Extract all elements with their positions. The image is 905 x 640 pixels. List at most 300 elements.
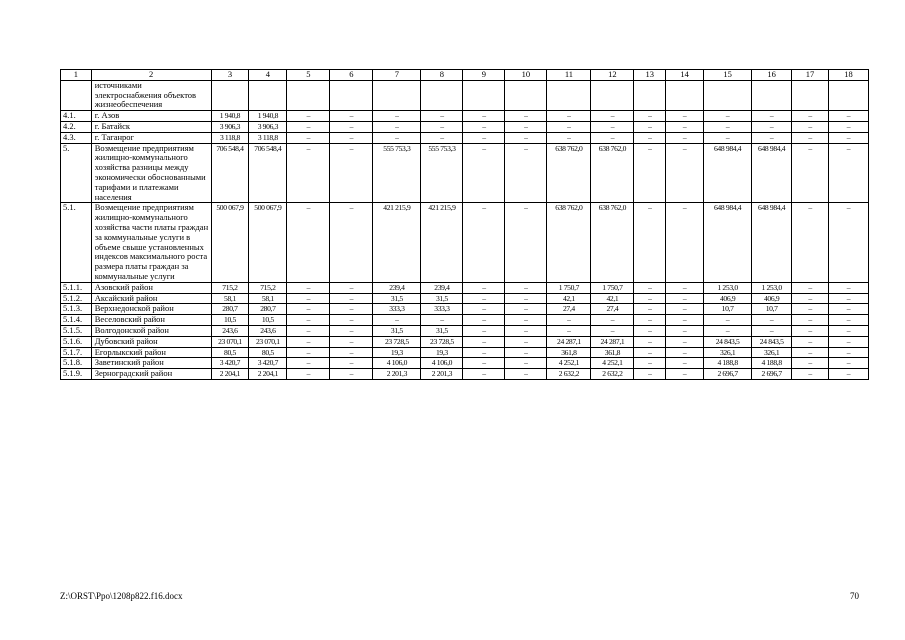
value-cell: 23 728,5 [373, 336, 421, 347]
column-number-row [61, 70, 869, 81]
value-cell: – [666, 293, 704, 304]
value-cell: 3 420,7 [211, 358, 249, 369]
row-number: 5.1. [61, 203, 92, 282]
value-cell: – [330, 304, 373, 315]
value-cell: 4 106,0 [373, 358, 421, 369]
value-cell: 2 696,7 [704, 369, 752, 380]
value-cell: – [287, 369, 330, 380]
value-cell: – [547, 325, 591, 336]
value-cell: – [463, 121, 505, 132]
value-cell: 555 753,3 [373, 143, 421, 203]
value-cell: – [421, 121, 463, 132]
value-cell: 1 253,0 [752, 282, 792, 293]
column-number-12: 12 [591, 70, 634, 81]
value-cell: – [287, 143, 330, 203]
value-cell: – [792, 315, 829, 326]
value-cell: 2 632,2 [591, 369, 634, 380]
value-cell: 2 696,7 [752, 369, 792, 380]
value-cell [211, 80, 249, 110]
value-cell: 58,1 [211, 293, 249, 304]
column-number-7: 7 [373, 70, 421, 81]
value-cell: 421 215,9 [421, 203, 463, 282]
value-cell: 23 728,5 [421, 336, 463, 347]
value-cell: – [752, 132, 792, 143]
value-cell: – [591, 111, 634, 122]
value-cell: – [634, 336, 666, 347]
value-cell: 280,7 [211, 304, 249, 315]
row-number: 4.3. [61, 132, 92, 143]
value-cell: 10,7 [704, 304, 752, 315]
value-cell: 19,3 [421, 347, 463, 358]
value-cell: – [666, 315, 704, 326]
value-cell [634, 80, 666, 110]
value-cell: – [330, 325, 373, 336]
page-number: 70 [850, 591, 859, 601]
value-cell: – [828, 336, 868, 347]
value-cell: 239,4 [421, 282, 463, 293]
value-cell: – [330, 121, 373, 132]
value-cell: – [547, 315, 591, 326]
value-cell: 361,8 [547, 347, 591, 358]
value-cell: – [330, 203, 373, 282]
value-cell: – [666, 121, 704, 132]
value-cell: – [704, 111, 752, 122]
row-name: Дубовский район [91, 336, 211, 347]
value-cell: – [634, 282, 666, 293]
value-cell [792, 80, 829, 110]
value-cell: – [828, 132, 868, 143]
value-cell [287, 80, 330, 110]
row-name: г. Азов [91, 111, 211, 122]
value-cell: – [666, 347, 704, 358]
value-cell: – [463, 347, 505, 358]
table-row [61, 203, 869, 282]
value-cell: 4 106,0 [421, 358, 463, 369]
column-number-9: 9 [463, 70, 505, 81]
value-cell: 27,4 [591, 304, 634, 315]
row-name: г. Таганрог [91, 132, 211, 143]
row-number: 5.1.7. [61, 347, 92, 358]
value-cell: – [287, 336, 330, 347]
value-cell: – [505, 347, 547, 358]
value-cell: – [704, 325, 752, 336]
value-cell: 31,5 [421, 325, 463, 336]
value-cell: – [792, 132, 829, 143]
row-number: 5.1.6. [61, 336, 92, 347]
value-cell [505, 80, 547, 110]
row-number: 5.1.9. [61, 369, 92, 380]
value-cell: – [505, 304, 547, 315]
row-name: Зерноградский район [91, 369, 211, 380]
row-name: Заветинский район [91, 358, 211, 369]
value-cell: – [463, 325, 505, 336]
row-name: Возмещение предприятиям жилищно-коммунального хозяйства разницы между экономически обоснованными тарифами и платежами населения [91, 143, 211, 203]
column-number-13: 13 [634, 70, 666, 81]
table-row [61, 325, 869, 336]
value-cell: 24 287,1 [547, 336, 591, 347]
row-name: Волгодонской район [91, 325, 211, 336]
value-cell: – [505, 358, 547, 369]
value-cell: – [704, 315, 752, 326]
value-cell: 10,7 [752, 304, 792, 315]
value-cell: – [792, 111, 829, 122]
value-cell: 326,1 [752, 347, 792, 358]
value-cell: – [666, 143, 704, 203]
value-cell: – [792, 369, 829, 380]
value-cell: 648 984,4 [704, 203, 752, 282]
column-number-1: 1 [61, 70, 92, 81]
value-cell [666, 80, 704, 110]
value-cell: 2 204,1 [249, 369, 287, 380]
value-cell: 638 762,0 [547, 143, 591, 203]
value-cell: – [373, 111, 421, 122]
value-cell: 3 118,8 [211, 132, 249, 143]
column-number-8: 8 [421, 70, 463, 81]
value-cell: – [505, 121, 547, 132]
column-number-6: 6 [330, 70, 373, 81]
value-cell: 406,9 [704, 293, 752, 304]
value-cell: 58,1 [249, 293, 287, 304]
value-cell: – [591, 132, 634, 143]
column-number-18: 18 [828, 70, 868, 81]
value-cell: – [792, 121, 829, 132]
value-cell: 1 750,7 [591, 282, 634, 293]
value-cell [249, 80, 287, 110]
row-name: источниками электроснабжения объектов жизнеобеспечения [91, 80, 211, 110]
value-cell: 19,3 [373, 347, 421, 358]
value-cell: 31,5 [373, 325, 421, 336]
value-cell: – [330, 143, 373, 203]
value-cell: – [828, 347, 868, 358]
value-cell: – [287, 358, 330, 369]
value-cell: – [547, 121, 591, 132]
value-cell: 715,2 [249, 282, 287, 293]
value-cell: 4 252,1 [547, 358, 591, 369]
column-number-2: 2 [91, 70, 211, 81]
value-cell: – [463, 282, 505, 293]
value-cell: – [792, 143, 829, 203]
value-cell: 648 984,4 [704, 143, 752, 203]
value-cell: – [591, 325, 634, 336]
value-cell: – [287, 282, 330, 293]
value-cell: – [634, 132, 666, 143]
value-cell: 2 201,3 [421, 369, 463, 380]
row-name: г. Батайск [91, 121, 211, 132]
value-cell [828, 80, 868, 110]
value-cell: 1 750,7 [547, 282, 591, 293]
value-cell: – [287, 315, 330, 326]
value-cell: 333,3 [421, 304, 463, 315]
value-cell: – [505, 325, 547, 336]
value-cell: – [505, 336, 547, 347]
value-cell: – [591, 315, 634, 326]
value-cell: 361,8 [591, 347, 634, 358]
table-row [61, 293, 869, 304]
value-cell: – [666, 282, 704, 293]
value-cell: 1 940,8 [249, 111, 287, 122]
value-cell: 421 215,9 [373, 203, 421, 282]
value-cell: – [330, 315, 373, 326]
value-cell: – [330, 282, 373, 293]
value-cell: – [463, 293, 505, 304]
value-cell: – [634, 347, 666, 358]
value-cell: – [634, 315, 666, 326]
value-cell: – [421, 111, 463, 122]
value-cell: – [666, 111, 704, 122]
value-cell: 42,1 [591, 293, 634, 304]
value-cell: – [828, 143, 868, 203]
value-cell: – [634, 304, 666, 315]
value-cell: 406,9 [752, 293, 792, 304]
value-cell: 333,3 [373, 304, 421, 315]
row-number: 4.1. [61, 111, 92, 122]
column-number-3: 3 [211, 70, 249, 81]
value-cell: – [828, 358, 868, 369]
value-cell: – [330, 358, 373, 369]
value-cell [373, 80, 421, 110]
value-cell: – [287, 304, 330, 315]
value-cell: – [505, 143, 547, 203]
column-number-10: 10 [505, 70, 547, 81]
value-cell: 2 201,3 [373, 369, 421, 380]
value-cell: 648 984,4 [752, 203, 792, 282]
value-cell: – [287, 325, 330, 336]
value-cell: – [505, 369, 547, 380]
value-cell: 239,4 [373, 282, 421, 293]
value-cell: – [287, 121, 330, 132]
value-cell: – [287, 293, 330, 304]
value-cell: – [666, 203, 704, 282]
value-cell: 3 906,3 [249, 121, 287, 132]
value-cell [463, 80, 505, 110]
value-cell: – [828, 369, 868, 380]
row-name: Аксайский район [91, 293, 211, 304]
value-cell: – [463, 111, 505, 122]
table-row [61, 358, 869, 369]
value-cell: 500 067,9 [211, 203, 249, 282]
value-cell: – [287, 203, 330, 282]
value-cell: – [505, 111, 547, 122]
table-row [61, 80, 869, 110]
value-cell: – [792, 282, 829, 293]
value-cell: 326,1 [704, 347, 752, 358]
value-cell: – [634, 121, 666, 132]
value-cell: 31,5 [421, 293, 463, 304]
value-cell: 80,5 [211, 347, 249, 358]
value-cell: – [505, 315, 547, 326]
value-cell: 3 118,8 [249, 132, 287, 143]
value-cell: 23 070,1 [249, 336, 287, 347]
column-number-16: 16 [752, 70, 792, 81]
value-cell: – [828, 203, 868, 282]
page-footer [60, 591, 869, 603]
value-cell: 638 762,0 [591, 203, 634, 282]
value-cell: – [666, 304, 704, 315]
value-cell: 4 188,8 [704, 358, 752, 369]
table-row [61, 282, 869, 293]
column-number-11: 11 [547, 70, 591, 81]
row-number: 5.1.5. [61, 325, 92, 336]
value-cell: – [463, 315, 505, 326]
value-cell: – [463, 336, 505, 347]
value-cell: – [634, 143, 666, 203]
value-cell: 2 204,1 [211, 369, 249, 380]
value-cell: 638 762,0 [591, 143, 634, 203]
value-cell: – [463, 358, 505, 369]
value-cell: 24 287,1 [591, 336, 634, 347]
value-cell: – [634, 369, 666, 380]
value-cell: 31,5 [373, 293, 421, 304]
value-cell: – [505, 203, 547, 282]
value-cell [752, 80, 792, 110]
value-cell: – [828, 121, 868, 132]
value-cell: – [704, 121, 752, 132]
value-cell: – [287, 111, 330, 122]
table-row [61, 111, 869, 122]
value-cell: – [373, 132, 421, 143]
value-cell: – [704, 132, 752, 143]
value-cell: – [505, 132, 547, 143]
value-cell: – [634, 111, 666, 122]
value-cell: – [330, 293, 373, 304]
row-number: 5.1.4. [61, 315, 92, 326]
value-cell: 243,6 [211, 325, 249, 336]
value-cell: – [828, 293, 868, 304]
value-cell: – [792, 293, 829, 304]
value-cell: – [287, 132, 330, 143]
value-cell: 1 253,0 [704, 282, 752, 293]
value-cell: 80,5 [249, 347, 287, 358]
column-number-17: 17 [792, 70, 829, 81]
value-cell: – [463, 304, 505, 315]
value-cell: – [634, 358, 666, 369]
value-cell: – [666, 358, 704, 369]
value-cell: – [634, 325, 666, 336]
value-cell: – [591, 121, 634, 132]
column-number-15: 15 [704, 70, 752, 81]
table-row [61, 132, 869, 143]
row-name: Возмещение предприятиям жилищно-коммунального хозяйства части платы граждан за коммунальные услуги в объеме свыше установленных индексов максимального роста размера платы граждан за коммунальные услуги [91, 203, 211, 282]
table-row [61, 369, 869, 380]
value-cell: – [421, 132, 463, 143]
value-cell: – [463, 369, 505, 380]
value-cell: 243,6 [249, 325, 287, 336]
row-name: Верхнедонской район [91, 304, 211, 315]
value-cell: – [792, 347, 829, 358]
value-cell: 638 762,0 [547, 203, 591, 282]
row-number: 5.1.8. [61, 358, 92, 369]
value-cell [591, 80, 634, 110]
value-cell: – [792, 304, 829, 315]
value-cell: – [828, 111, 868, 122]
value-cell: – [287, 347, 330, 358]
value-cell: – [547, 111, 591, 122]
value-cell: – [330, 132, 373, 143]
value-cell [330, 80, 373, 110]
value-cell: – [666, 325, 704, 336]
row-number: 5.1.2. [61, 293, 92, 304]
value-cell: 706 548,4 [249, 143, 287, 203]
table-row [61, 143, 869, 203]
value-cell: – [373, 121, 421, 132]
value-cell: – [752, 111, 792, 122]
row-name: Веселовский район [91, 315, 211, 326]
value-cell: – [792, 336, 829, 347]
value-cell: – [547, 132, 591, 143]
value-cell: 1 940,8 [211, 111, 249, 122]
value-cell: – [634, 203, 666, 282]
value-cell: – [463, 143, 505, 203]
value-cell: 280,7 [249, 304, 287, 315]
table-row [61, 304, 869, 315]
value-cell: – [330, 369, 373, 380]
value-cell: – [505, 293, 547, 304]
budget-table-page [60, 69, 869, 380]
value-cell: – [828, 304, 868, 315]
value-cell: 4 188,8 [752, 358, 792, 369]
row-name: Азовский район [91, 282, 211, 293]
value-cell: 2 632,2 [547, 369, 591, 380]
value-cell: – [330, 336, 373, 347]
value-cell [421, 80, 463, 110]
table-row [61, 121, 869, 132]
row-number: 5. [61, 143, 92, 203]
column-number-4: 4 [249, 70, 287, 81]
value-cell: 555 753,3 [421, 143, 463, 203]
value-cell: 500 067,9 [249, 203, 287, 282]
column-number-5: 5 [287, 70, 330, 81]
table-row [61, 347, 869, 358]
budget-table [60, 69, 869, 380]
table-row [61, 336, 869, 347]
row-name: Егорлыкский район [91, 347, 211, 358]
column-number-14: 14 [666, 70, 704, 81]
value-cell: – [792, 325, 829, 336]
value-cell: 10,5 [249, 315, 287, 326]
value-cell: – [752, 121, 792, 132]
value-cell: – [828, 315, 868, 326]
value-cell: 3 906,3 [211, 121, 249, 132]
value-cell: – [421, 315, 463, 326]
value-cell: – [828, 282, 868, 293]
value-cell: 23 070,1 [211, 336, 249, 347]
value-cell: 3 420,7 [249, 358, 287, 369]
value-cell: – [463, 132, 505, 143]
value-cell: 42,1 [547, 293, 591, 304]
value-cell: – [752, 315, 792, 326]
value-cell [704, 80, 752, 110]
row-number: 4.2. [61, 121, 92, 132]
value-cell: – [373, 315, 421, 326]
value-cell: – [463, 203, 505, 282]
value-cell [547, 80, 591, 110]
row-number: 5.1.1. [61, 282, 92, 293]
value-cell: – [505, 282, 547, 293]
value-cell: – [752, 325, 792, 336]
row-number [61, 80, 92, 110]
document-path: Z:\ORST\Ppo\1208p822.f16.docx [60, 591, 183, 601]
value-cell: 24 843,5 [704, 336, 752, 347]
value-cell: – [666, 336, 704, 347]
row-number: 5.1.3. [61, 304, 92, 315]
value-cell: 4 252,1 [591, 358, 634, 369]
value-cell: 24 843,5 [752, 336, 792, 347]
value-cell: – [792, 358, 829, 369]
table-row [61, 315, 869, 326]
value-cell: – [634, 293, 666, 304]
value-cell: – [666, 369, 704, 380]
value-cell: 715,2 [211, 282, 249, 293]
